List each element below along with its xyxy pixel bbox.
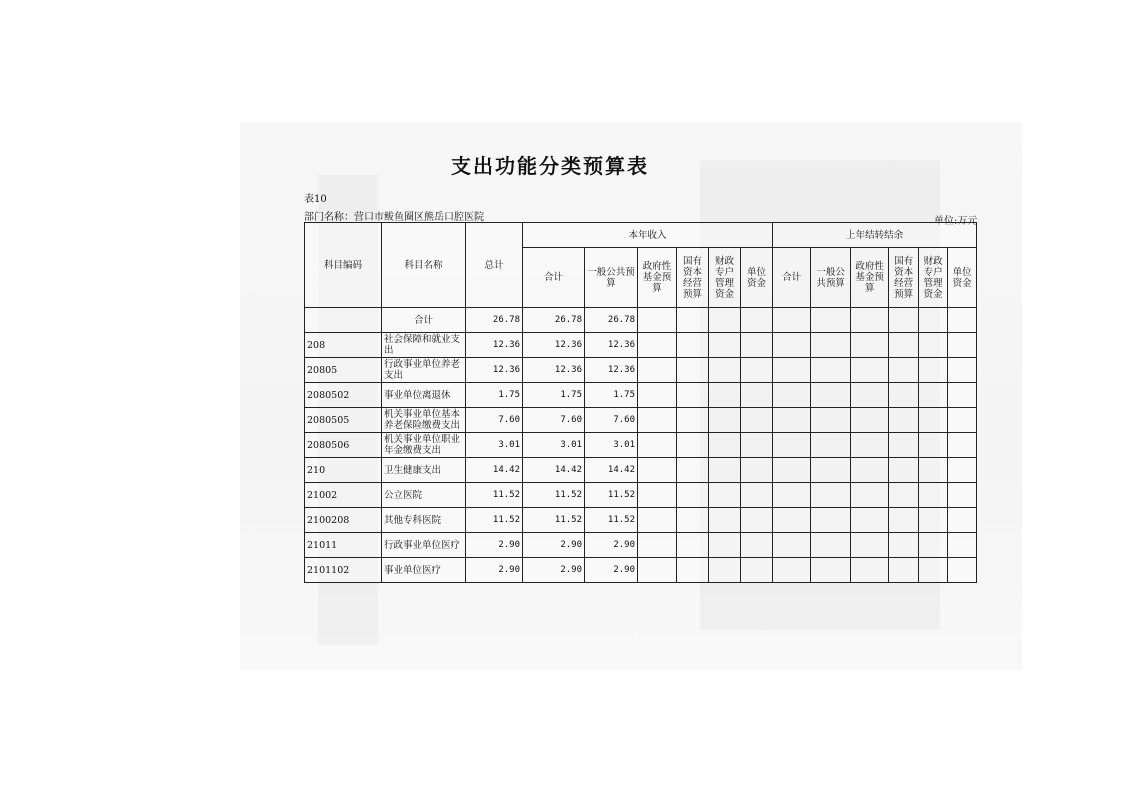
cell-empty <box>773 533 811 558</box>
cell-empty <box>709 383 741 408</box>
cell-empty <box>919 358 948 383</box>
cell-general-budget: 2.90 <box>585 558 638 583</box>
cell-empty <box>889 483 919 508</box>
cell-empty <box>851 533 889 558</box>
cell-empty <box>811 558 851 583</box>
cell-total: 2.90 <box>466 533 523 558</box>
cell-empty <box>889 508 919 533</box>
cell-empty <box>638 358 677 383</box>
cell-subtotal: 26.78 <box>523 308 585 333</box>
cell-empty <box>741 533 773 558</box>
cell-empty <box>741 483 773 508</box>
cell-empty <box>773 558 811 583</box>
cell-empty <box>919 558 948 583</box>
cell-general-budget: 14.42 <box>585 458 638 483</box>
cell-total: 11.52 <box>466 483 523 508</box>
cell-empty <box>741 383 773 408</box>
cell-empty <box>677 308 709 333</box>
header-sub: 单位资金 <box>741 248 773 308</box>
cell-empty <box>811 408 851 433</box>
header-sub: 国有资本经营预算 <box>889 248 919 308</box>
cell-empty <box>919 408 948 433</box>
cell-total: 1.75 <box>466 383 523 408</box>
cell-empty <box>638 433 677 458</box>
cell-empty <box>889 358 919 383</box>
cell-empty <box>889 383 919 408</box>
header-code: 科目编码 <box>305 223 382 308</box>
cell-general-budget: 7.60 <box>585 408 638 433</box>
cell-empty <box>741 308 773 333</box>
cell-empty <box>741 333 773 358</box>
cell-empty <box>889 558 919 583</box>
cell-name: 事业单位离退休 <box>382 383 466 408</box>
cell-subtotal: 7.60 <box>523 408 585 433</box>
cell-empty <box>773 433 811 458</box>
cell-empty <box>677 458 709 483</box>
cell-code <box>305 308 382 333</box>
header-sub: 单位资金 <box>948 248 977 308</box>
cell-empty <box>948 308 977 333</box>
cell-empty <box>948 533 977 558</box>
cell-empty <box>811 508 851 533</box>
cell-empty <box>638 533 677 558</box>
cell-subtotal: 14.42 <box>523 458 585 483</box>
cell-empty <box>948 358 977 383</box>
cell-empty <box>811 308 851 333</box>
header-sub: 合计 <box>773 248 811 308</box>
cell-empty <box>948 333 977 358</box>
cell-empty <box>773 483 811 508</box>
cell-empty <box>638 383 677 408</box>
cell-empty <box>709 308 741 333</box>
cell-total: 26.78 <box>466 308 523 333</box>
cell-empty <box>851 308 889 333</box>
cell-empty <box>889 533 919 558</box>
header-last-year-carryover: 上年结转结余 <box>773 223 977 248</box>
cell-empty <box>851 558 889 583</box>
cell-empty <box>811 458 851 483</box>
cell-total: 11.52 <box>466 508 523 533</box>
cell-name: 社会保障和就业支出 <box>382 333 466 358</box>
cell-subtotal: 3.01 <box>523 433 585 458</box>
header-total: 总计 <box>466 223 523 308</box>
cell-code: 208 <box>305 333 382 358</box>
cell-general-budget: 3.01 <box>585 433 638 458</box>
header-sub: 一般公共预算 <box>585 248 638 308</box>
cell-empty <box>638 308 677 333</box>
cell-general-budget: 11.52 <box>585 483 638 508</box>
cell-total: 12.36 <box>466 358 523 383</box>
cell-empty <box>919 458 948 483</box>
cell-name: 行政事业单位养老支出 <box>382 358 466 383</box>
cell-empty <box>919 308 948 333</box>
budget-table <box>304 222 977 583</box>
cell-empty <box>677 383 709 408</box>
cell-empty <box>919 483 948 508</box>
cell-code: 20805 <box>305 358 382 383</box>
cell-empty <box>773 383 811 408</box>
cell-code: 2100208 <box>305 508 382 533</box>
table-row <box>305 433 977 458</box>
cell-general-budget: 2.90 <box>585 533 638 558</box>
cell-name: 行政事业单位医疗 <box>382 533 466 558</box>
header-sub: 国有资本经营预算 <box>677 248 709 308</box>
cell-empty <box>677 333 709 358</box>
cell-empty <box>773 508 811 533</box>
cell-empty <box>741 433 773 458</box>
cell-empty <box>709 333 741 358</box>
table-row <box>305 308 977 333</box>
cell-subtotal: 1.75 <box>523 383 585 408</box>
cell-empty <box>851 458 889 483</box>
cell-name: 事业单位医疗 <box>382 558 466 583</box>
header-name: 科目名称 <box>382 223 466 308</box>
cell-empty <box>709 533 741 558</box>
cell-empty <box>851 483 889 508</box>
cell-empty <box>811 333 851 358</box>
cell-subtotal: 12.36 <box>523 333 585 358</box>
cell-empty <box>851 383 889 408</box>
cell-empty <box>709 408 741 433</box>
cell-empty <box>677 533 709 558</box>
cell-empty <box>677 358 709 383</box>
table-row <box>305 358 977 383</box>
header-this-year-income: 本年收入 <box>523 223 773 248</box>
cell-empty <box>919 533 948 558</box>
cell-subtotal: 11.52 <box>523 483 585 508</box>
cell-general-budget: 11.52 <box>585 508 638 533</box>
table-row <box>305 508 977 533</box>
cell-name: 机关事业单位基本养老保险缴费支出 <box>382 408 466 433</box>
cell-empty <box>638 508 677 533</box>
cell-empty <box>709 508 741 533</box>
cell-name: 公立医院 <box>382 483 466 508</box>
cell-empty <box>709 558 741 583</box>
cell-subtotal: 2.90 <box>523 533 585 558</box>
cell-empty <box>811 383 851 408</box>
cell-empty <box>741 458 773 483</box>
cell-general-budget: 12.36 <box>585 358 638 383</box>
unit-label: 单位:万元 <box>934 216 978 227</box>
cell-total: 12.36 <box>466 333 523 358</box>
cell-empty <box>948 483 977 508</box>
cell-empty <box>811 483 851 508</box>
cell-name: 机关事业单位职业年金缴费支出 <box>382 433 466 458</box>
cell-empty <box>677 558 709 583</box>
header-sub: 财政专户管理资金 <box>709 248 741 308</box>
cell-subtotal: 2.90 <box>523 558 585 583</box>
header-sub: 政府性基金预算 <box>638 248 677 308</box>
cell-empty <box>851 433 889 458</box>
cell-empty <box>851 333 889 358</box>
cell-empty <box>709 358 741 383</box>
cell-empty <box>741 358 773 383</box>
cell-empty <box>709 433 741 458</box>
cell-subtotal: 11.52 <box>523 508 585 533</box>
header-sub: 政府性基金预算 <box>851 248 889 308</box>
header-sub: 一般公共预算 <box>811 248 851 308</box>
document-title: 支出功能分类预算表 <box>451 154 649 178</box>
cell-code: 210 <box>305 458 382 483</box>
cell-empty <box>948 408 977 433</box>
cell-total: 3.01 <box>466 433 523 458</box>
cell-empty <box>677 433 709 458</box>
table-row <box>305 383 977 408</box>
cell-empty <box>677 508 709 533</box>
cell-empty <box>948 558 977 583</box>
cell-empty <box>948 383 977 408</box>
cell-empty <box>638 558 677 583</box>
cell-empty <box>851 408 889 433</box>
cell-general-budget: 26.78 <box>585 308 638 333</box>
table-row <box>305 408 977 433</box>
cell-code: 2080502 <box>305 383 382 408</box>
cell-empty <box>851 508 889 533</box>
cell-empty <box>811 358 851 383</box>
cell-empty <box>773 308 811 333</box>
cell-general-budget: 1.75 <box>585 383 638 408</box>
cell-empty <box>919 433 948 458</box>
cell-code: 2080505 <box>305 408 382 433</box>
cell-empty <box>638 458 677 483</box>
cell-empty <box>811 533 851 558</box>
cell-empty <box>741 408 773 433</box>
cell-empty <box>741 508 773 533</box>
cell-code: 21002 <box>305 483 382 508</box>
cell-general-budget: 12.36 <box>585 333 638 358</box>
cell-empty <box>709 458 741 483</box>
table-row <box>305 533 977 558</box>
cell-subtotal: 12.36 <box>523 358 585 383</box>
cell-empty <box>948 508 977 533</box>
cell-empty <box>773 333 811 358</box>
cell-empty <box>773 458 811 483</box>
cell-empty <box>638 333 677 358</box>
cell-empty <box>919 508 948 533</box>
cell-empty <box>889 433 919 458</box>
cell-total: 7.60 <box>466 408 523 433</box>
cell-empty <box>889 333 919 358</box>
department-name: 部门名称：营口市鲅鱼圈区熊岳口腔医院 <box>304 212 484 223</box>
cell-empty <box>709 483 741 508</box>
header-sub: 财政专户管理资金 <box>919 248 948 308</box>
cell-empty <box>889 308 919 333</box>
cell-empty <box>773 408 811 433</box>
cell-empty <box>741 558 773 583</box>
cell-empty <box>889 408 919 433</box>
table-row <box>305 333 977 358</box>
cell-empty <box>677 408 709 433</box>
cell-empty <box>677 483 709 508</box>
cell-name: 合计 <box>382 308 466 333</box>
cell-code: 2101102 <box>305 558 382 583</box>
cell-empty <box>851 358 889 383</box>
cell-empty <box>811 433 851 458</box>
table-row <box>305 483 977 508</box>
table-row <box>305 458 977 483</box>
cell-empty <box>889 458 919 483</box>
cell-empty <box>773 358 811 383</box>
cell-empty <box>948 433 977 458</box>
cell-empty <box>638 408 677 433</box>
table-row <box>305 558 977 583</box>
table-number: 表10 <box>304 194 327 205</box>
cell-name: 其他专科医院 <box>382 508 466 533</box>
cell-empty <box>919 383 948 408</box>
cell-code: 2080506 <box>305 433 382 458</box>
cell-empty <box>638 483 677 508</box>
cell-empty <box>919 333 948 358</box>
cell-empty <box>948 458 977 483</box>
header-sub: 合计 <box>523 248 585 308</box>
cell-name: 卫生健康支出 <box>382 458 466 483</box>
cell-code: 21011 <box>305 533 382 558</box>
cell-total: 14.42 <box>466 458 523 483</box>
cell-total: 2.90 <box>466 558 523 583</box>
